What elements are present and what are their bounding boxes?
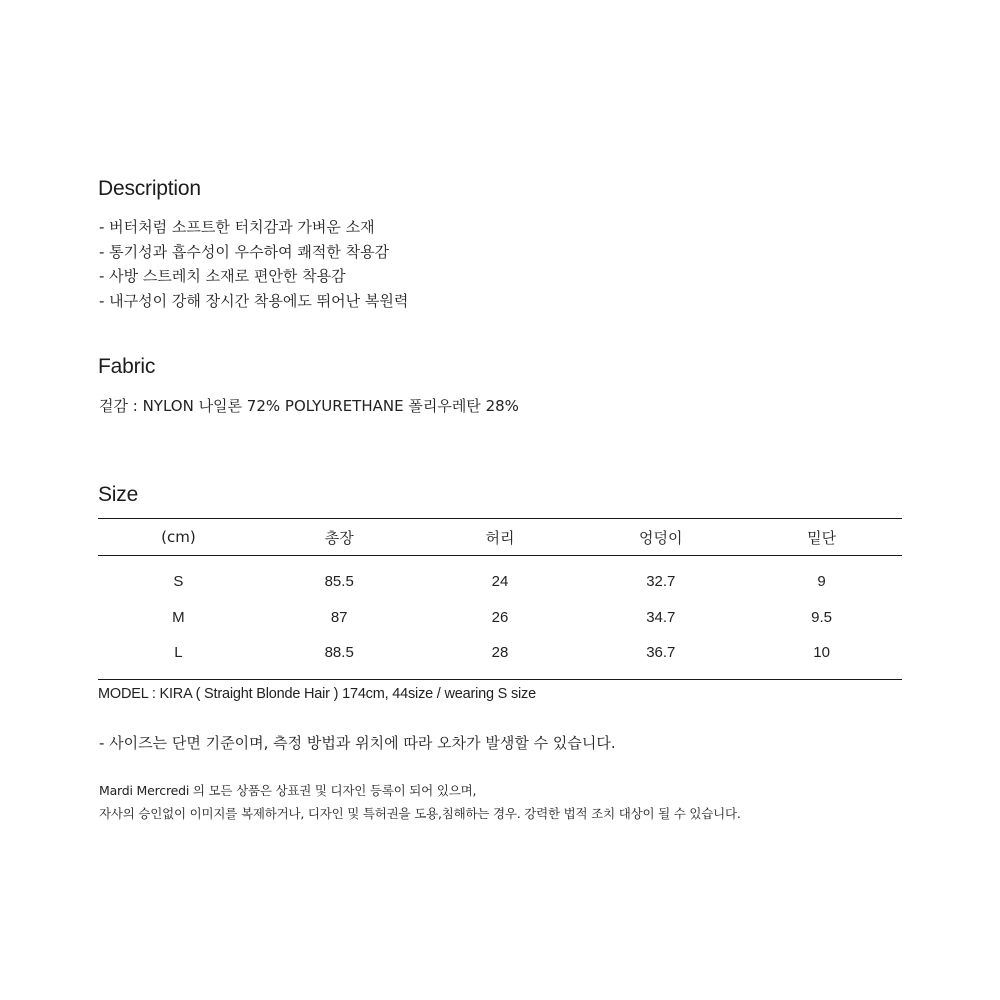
table-cell: M — [172, 608, 185, 626]
size-title: Size — [98, 483, 139, 506]
copyright-line-1: Mardi Mercredi 의 모든 상품은 상표권 및 디자인 등록이 되어 있으며, — [99, 783, 477, 798]
table-cell: 34.7 — [646, 608, 676, 626]
copyright-notice — [99, 779, 741, 825]
description-list — [99, 215, 408, 313]
table-cell: 88.5 — [324, 644, 354, 662]
header-hem: 밑단 — [807, 528, 837, 547]
table-cell: 24 — [491, 573, 509, 591]
header-unit: (cm) — [161, 528, 196, 546]
description-item: - 버터처럼 소프트한 터치감과 가벼운 소재 — [99, 218, 375, 236]
table-cell: 32.7 — [646, 573, 676, 591]
table-cell: 10 — [813, 644, 830, 662]
table-cell: 36.7 — [646, 644, 676, 662]
size-note: - 사이즈는 단면 기준이며, 측정 방법과 위치에 따라 오차가 발생할 수 있습니다. — [99, 734, 616, 752]
header-waist: 허리 — [485, 528, 515, 547]
table-cell: 26 — [491, 608, 509, 626]
table-cell: 28 — [491, 644, 509, 662]
table-cell: 9.5 — [811, 608, 833, 626]
table-row — [98, 635, 902, 679]
fabric-composition: 겉감 : NYLON 나일론 72% POLYURETHANE 폴리우레탄 28% — [99, 397, 519, 415]
table-row — [98, 556, 902, 600]
table-cell: 87 — [330, 608, 348, 626]
table-cell: 85.5 — [324, 573, 354, 591]
model-info: MODEL : KIRA ( Straight Blonde Hair ) 174cm, 44size / wearing S size — [98, 686, 536, 702]
copyright-line-2: 자사의 승인없이 이미지를 복제하거나, 디자인 및 특허권을 도용,침해하는 경우. 강력한 법적 조치 대상이 될 수 있습니다. — [99, 806, 741, 821]
table-cell: 9 — [817, 573, 826, 591]
size-table-header-row — [98, 519, 902, 556]
description-title: Description — [98, 177, 201, 200]
fabric-title: Fabric — [98, 355, 156, 378]
table-row — [98, 600, 902, 636]
table-cell: L — [174, 644, 183, 662]
header-hip: 엉덩이 — [639, 528, 683, 547]
header-total-length: 총장 — [324, 528, 354, 547]
description-item: - 내구성이 강해 장시간 착용에도 뛰어난 복원력 — [99, 291, 409, 310]
description-item: - 사방 스트레치 소재로 편안한 착용감 — [99, 267, 346, 285]
size-table — [98, 518, 902, 680]
table-cell: S — [173, 573, 184, 591]
description-item: - 통기성과 흡수성이 우수하여 쾌적한 착용감 — [99, 242, 390, 261]
